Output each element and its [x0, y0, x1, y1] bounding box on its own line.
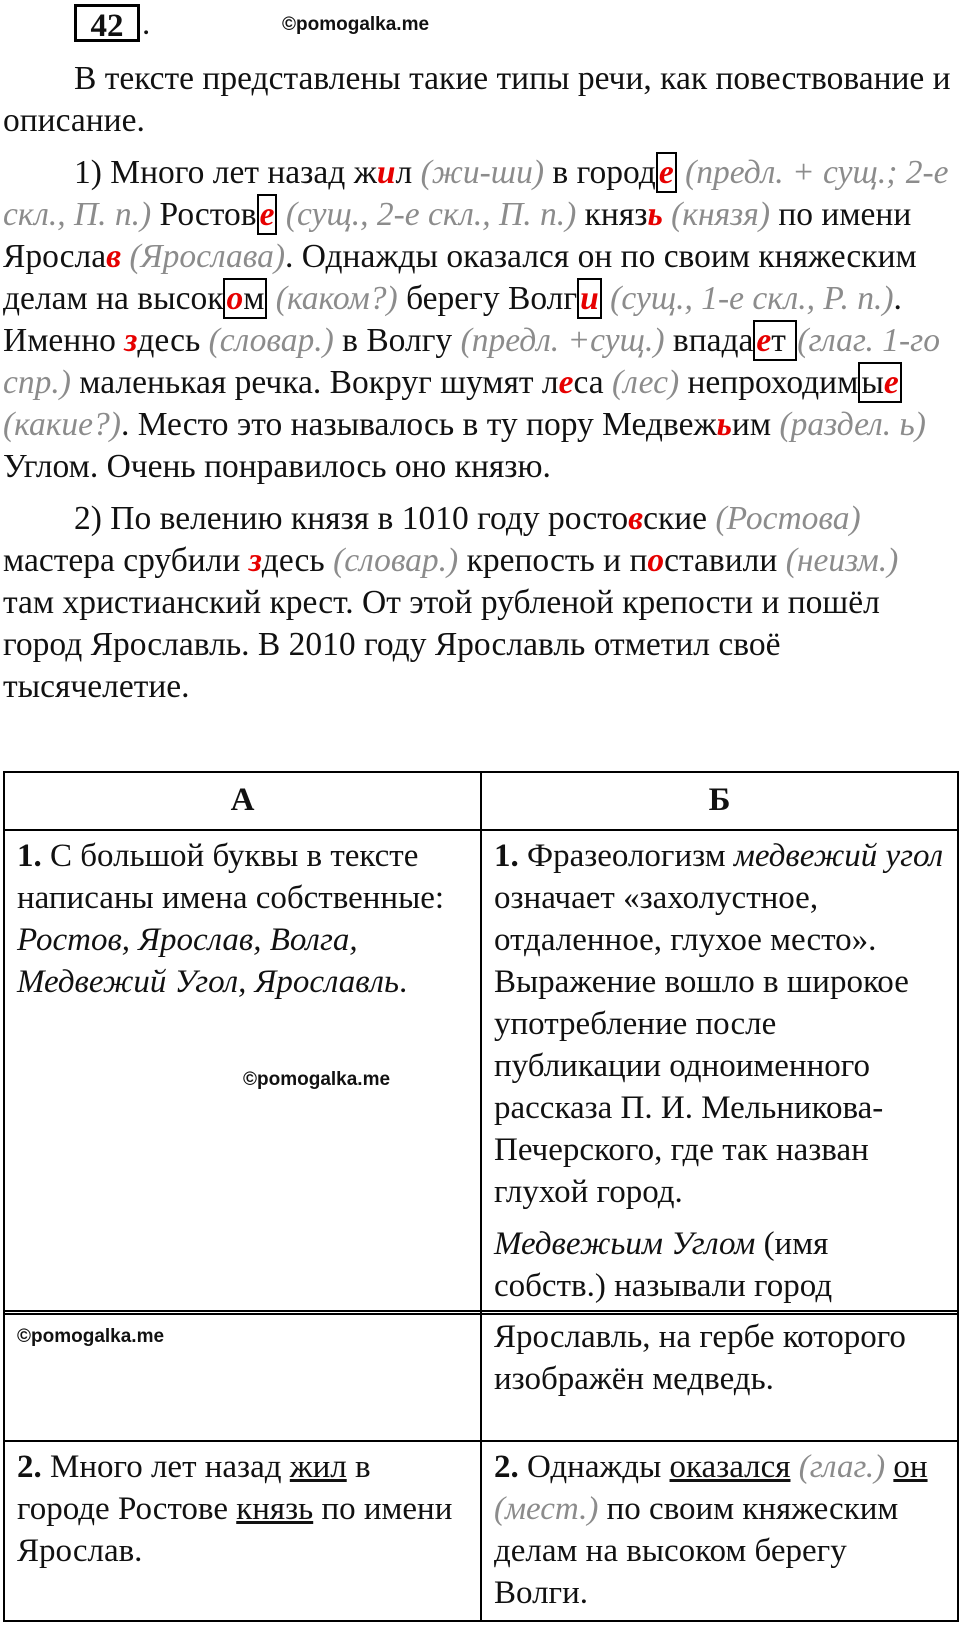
analysis-table-continued [3, 1310, 959, 1622]
cell-b2: 2. Однажды оказался (глаг.) он (мест.) по своим княжеским делам на высоком берегу Волги. [481, 1441, 958, 1621]
exercise-text [3, 58, 953, 718]
paragraph-2: 2) По велению князя в 1010 году ростовские (Ростова) мастера срубили здесь (словар.) крепость и поставили (неизм.) там христианский крест. От этой рубленой крепости и пошёл город Ярославль. В 2010 году Ярославль отметил своё тысячелетие. [3, 500, 899, 705]
exercise-number: 42 [74, 4, 140, 42]
cell-a2: 2. Много лет назад жил в городе Ростове князь по имени Ярослав. [4, 1441, 481, 1621]
analysis-table [3, 771, 959, 1315]
watermark: ©pomogalka.me [17, 1326, 165, 1347]
cell-a1-continued [4, 1311, 481, 1441]
paragraph-1: 1) Много лет назад жил (жи-ши) в городе (предл. + сущ.; 2-е скл., П. п.) Ростове (сущ., 2-е скл., П. п.) князь (князя) по имени Ярослав (Ярослава). Однажды оказался он по своим княжеским делам на высоком (каком?) берегу Волги (сущ., 1-е скл., Р. п.). Именно здесь (словар.) в Волгу (предл. +сущ.) впадает (глаг. 1-го спр.) маленькая речка. Вокруг шумят леса (лес) непроходимые (какие?). Место это называлось в ту пору Медвежьим (раздел. ь) Углом. Очень понравилось оно князю. [3, 154, 949, 485]
watermark: ©pomogalka.me [282, 14, 430, 35]
cell-b1-continued: Ярославль, на гербе которого изображён медведь. [481, 1311, 958, 1441]
column-a-header: А [4, 772, 481, 830]
intro-paragraph: В тексте представлены такие типы речи, как повествование и описание. [3, 60, 951, 139]
column-b-header: Б [481, 772, 958, 830]
exercise-number-dot: . [142, 6, 151, 42]
cell-b1: 1. Фразеологизм медвежий угол означает «захолустное, отдаленное, глухое место». Выражение вошло в широкое употребление после публикации одноименного рассказа П. И. Мельникова-Печерского, где так назван глухой город. Медвежьим Углом (имя собств.) называли город [481, 830, 958, 1314]
cell-a1: 1. С большой буквы в тексте написаны имена собственные: Ростов, Ярослав, Волга, Медвежий Угол, Ярославль. ©pomogalka.me [4, 830, 481, 1314]
watermark: ©pomogalka.me [243, 1069, 391, 1090]
